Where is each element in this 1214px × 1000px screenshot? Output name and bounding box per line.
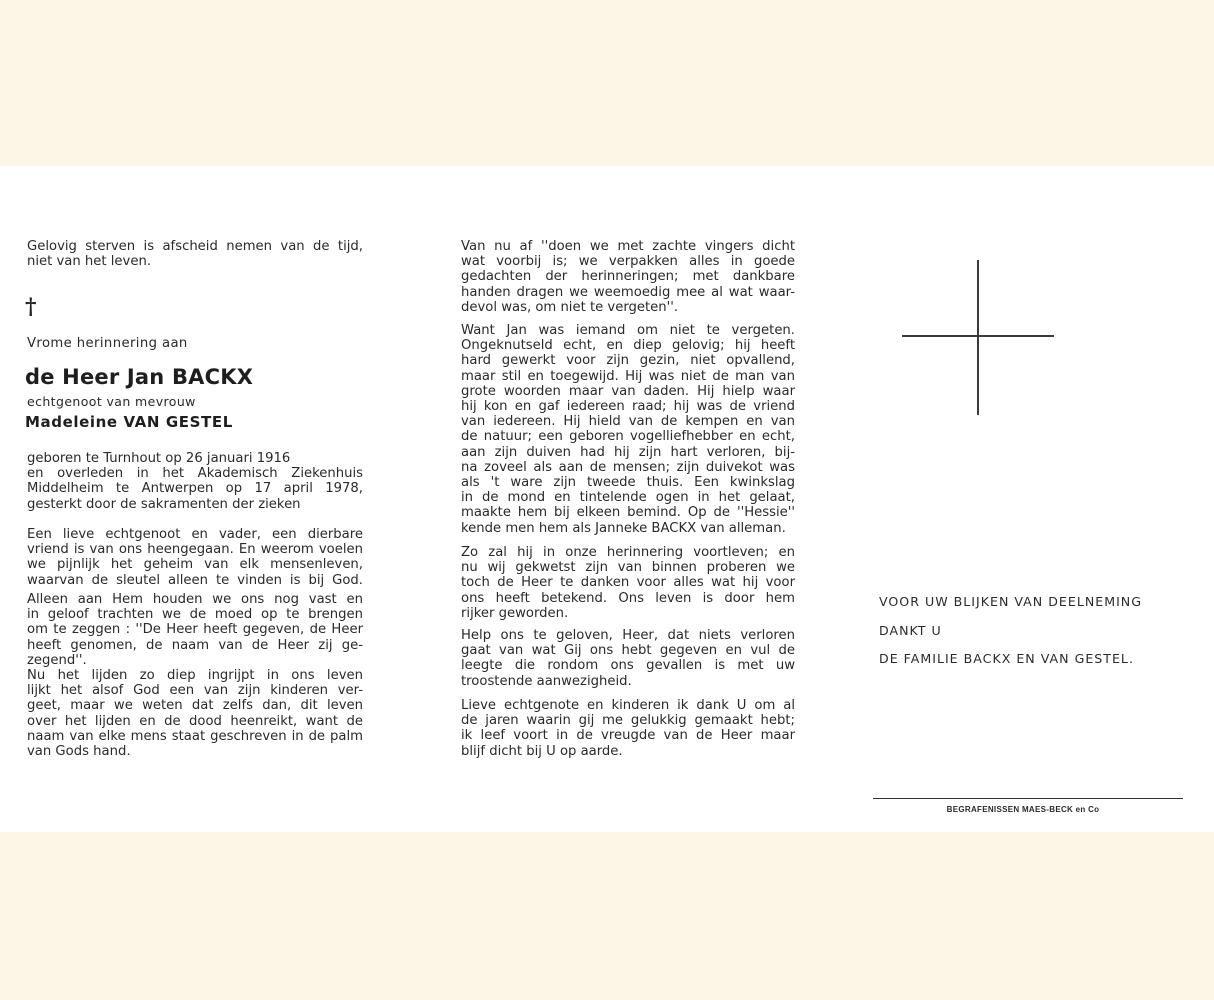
text-line: maar stil en toegewijd. Hij was niet de man van	[461, 368, 795, 384]
text-line: geet, maar we weten dat zelfs dan, dit leven	[27, 698, 363, 714]
text-line: heeft genomen, de naam van de Heer zij ge-	[27, 637, 363, 653]
text-line: zegend''.	[27, 652, 87, 668]
text-line: lijkt het alsof God een van zijn kinderen ver-	[27, 683, 363, 699]
text-line: Lieve echtgenote en kinderen ik dank U om al	[461, 698, 795, 713]
paragraph-remembrance	[461, 545, 795, 621]
text-line: om te zeggen : ''De Heer heeft gegeven, de Heer	[27, 622, 363, 638]
spouse-intro: echtgenoot van mevrouw	[27, 394, 196, 409]
text-line: ik leef voort in de vreugde van de Heer maar	[461, 728, 795, 744]
paragraph-prayer	[461, 628, 795, 689]
text-line: Help ons te geloven, Heer, dat niets verloren	[461, 628, 795, 643]
motto-line-1: Gelovig sterven is afscheid nemen van de tijd,	[27, 239, 363, 254]
text-line: als 't ware zijn tweede thuis. Een kwinkslag	[461, 475, 795, 491]
text-line: Want Jan was iemand om niet te vergeten.	[461, 323, 795, 338]
text-line: nu wij gekwetst zijn van binnen proberen we	[461, 560, 795, 576]
deceased-name: de Heer Jan BACKX	[25, 365, 254, 389]
memorial-intro: Vrome herinnering aan	[27, 336, 188, 351]
motto-line-2: niet van het leven.	[27, 254, 152, 270]
text-line: blijf dicht bij U op aarde.	[461, 743, 623, 759]
text-line: gedachten der herinneringen; met dankbare	[461, 269, 795, 285]
text-line: ons heeft betekend. Ons leven is door hem	[461, 590, 795, 606]
text-line: na zoveel als aan de mensen; zijn duivekot was	[461, 459, 795, 475]
text-line: toch de Heer te danken voor alles wat hij voor	[461, 575, 795, 591]
biography-line: Middelheim te Antwerpen op 17 april 1978,	[27, 481, 363, 497]
motto	[27, 239, 363, 269]
text-line: Van nu af ''doen we met zachte vingers dicht	[461, 239, 795, 254]
text-line: Alleen aan Hem houden we ons nog vast en	[27, 592, 363, 607]
text-line: de natuur; een geboren vogelliefhebber en echt,	[461, 429, 795, 445]
text-line: troostende aanwezigheid.	[461, 673, 632, 689]
text-line: hard gewerkt voor zijn gezin, niet opvallend,	[461, 353, 795, 369]
text-line: in de mond en tintelende ogen in het gelaat,	[461, 490, 795, 506]
paragraph-faith	[27, 592, 363, 668]
paragraph-about-jan	[461, 323, 795, 536]
text-line: devol was, om niet te vergeten''.	[461, 299, 679, 315]
text-line: wat voorbij is; we verpakken alles in goede	[461, 254, 795, 270]
text-line: over het lijden en de dood heenreikt, want de	[27, 713, 363, 729]
text-line: rijker geworden.	[461, 605, 569, 621]
thanks-line-3: DE FAMILIE BACKX EN VAN GESTEL.	[879, 651, 1134, 666]
biography-line: gesterkt door de sakramenten der zieken	[27, 496, 301, 512]
biography-line: geboren te Turnhout op 26 januari 1916	[27, 451, 291, 466]
text-line: Zo zal hij in onze herinnering voortleven; en	[461, 545, 795, 560]
text-line: aan zijn duiven had hij zijn hart verloren, bij-	[461, 444, 795, 460]
text-line: leegte die rondom ons gevallen is met uw	[461, 658, 795, 674]
cross-icon-vertical	[977, 260, 979, 415]
undertaker-name: BEGRAFENISSEN MAES-BECK en Co	[946, 805, 1100, 814]
cross-icon: †	[25, 294, 37, 320]
text-line: Ongeknutseld echt, en diep gelovig; hij heeft	[461, 338, 795, 354]
text-line: in geloof trachten we de moed op te brengen	[27, 607, 363, 623]
text-line: Nu het lijden zo diep ingrijpt in ons leven	[27, 668, 363, 683]
thanks-line-2: DANKT U	[879, 623, 942, 638]
paragraph-farewell	[27, 527, 363, 588]
text-line: maakte hem bij elkeen bemind. Op de ''Hessie''	[461, 505, 795, 521]
text-line: handen dragen we weemoedig mee al wat waar-	[461, 284, 795, 300]
thanks-line-1: VOOR UW BLIJKEN VAN DEELNEMING	[879, 594, 1142, 609]
text-line: naam van elke mens staat geschreven in de palm	[27, 728, 363, 744]
footer-divider	[873, 798, 1183, 799]
text-line: waarvan de sleutel alleen te vinden is bij God.	[27, 572, 363, 588]
text-line: hij kon en gaf iedereen raad; hij was de vriend	[461, 399, 795, 415]
paragraph-memories	[461, 239, 795, 315]
text-line: kende men hem als Janneke BACKX van alleman.	[461, 520, 786, 536]
text-line: van iedereen. Hij hield van de kempen en van	[461, 414, 795, 430]
cross-icon-horizontal	[902, 335, 1054, 337]
text-line: Een lieve echtgenoot en vader, een dierbare	[27, 527, 363, 542]
text-line: van Gods hand.	[27, 744, 131, 760]
paragraph-suffering	[27, 668, 363, 759]
spouse-name: Madeleine VAN GESTEL	[25, 413, 233, 431]
paragraph-to-family	[461, 698, 795, 759]
text-line: vriend is van ons heengegaan. En weerom voelen	[27, 542, 363, 558]
text-line: gaat van wat Gij ons hebt gegeven en vul de	[461, 643, 795, 659]
text-line: we pijnlijk het geheim van elk mensenleven,	[27, 557, 363, 573]
text-line: de jaren waarin gij me gelukkig gemaakt hebt;	[461, 713, 795, 729]
biography-line: en overleden in het Akademisch Ziekenhuis	[27, 466, 363, 482]
biography	[27, 451, 363, 512]
text-line: grote woorden maar van daden. Hij hielp waar	[461, 383, 795, 399]
